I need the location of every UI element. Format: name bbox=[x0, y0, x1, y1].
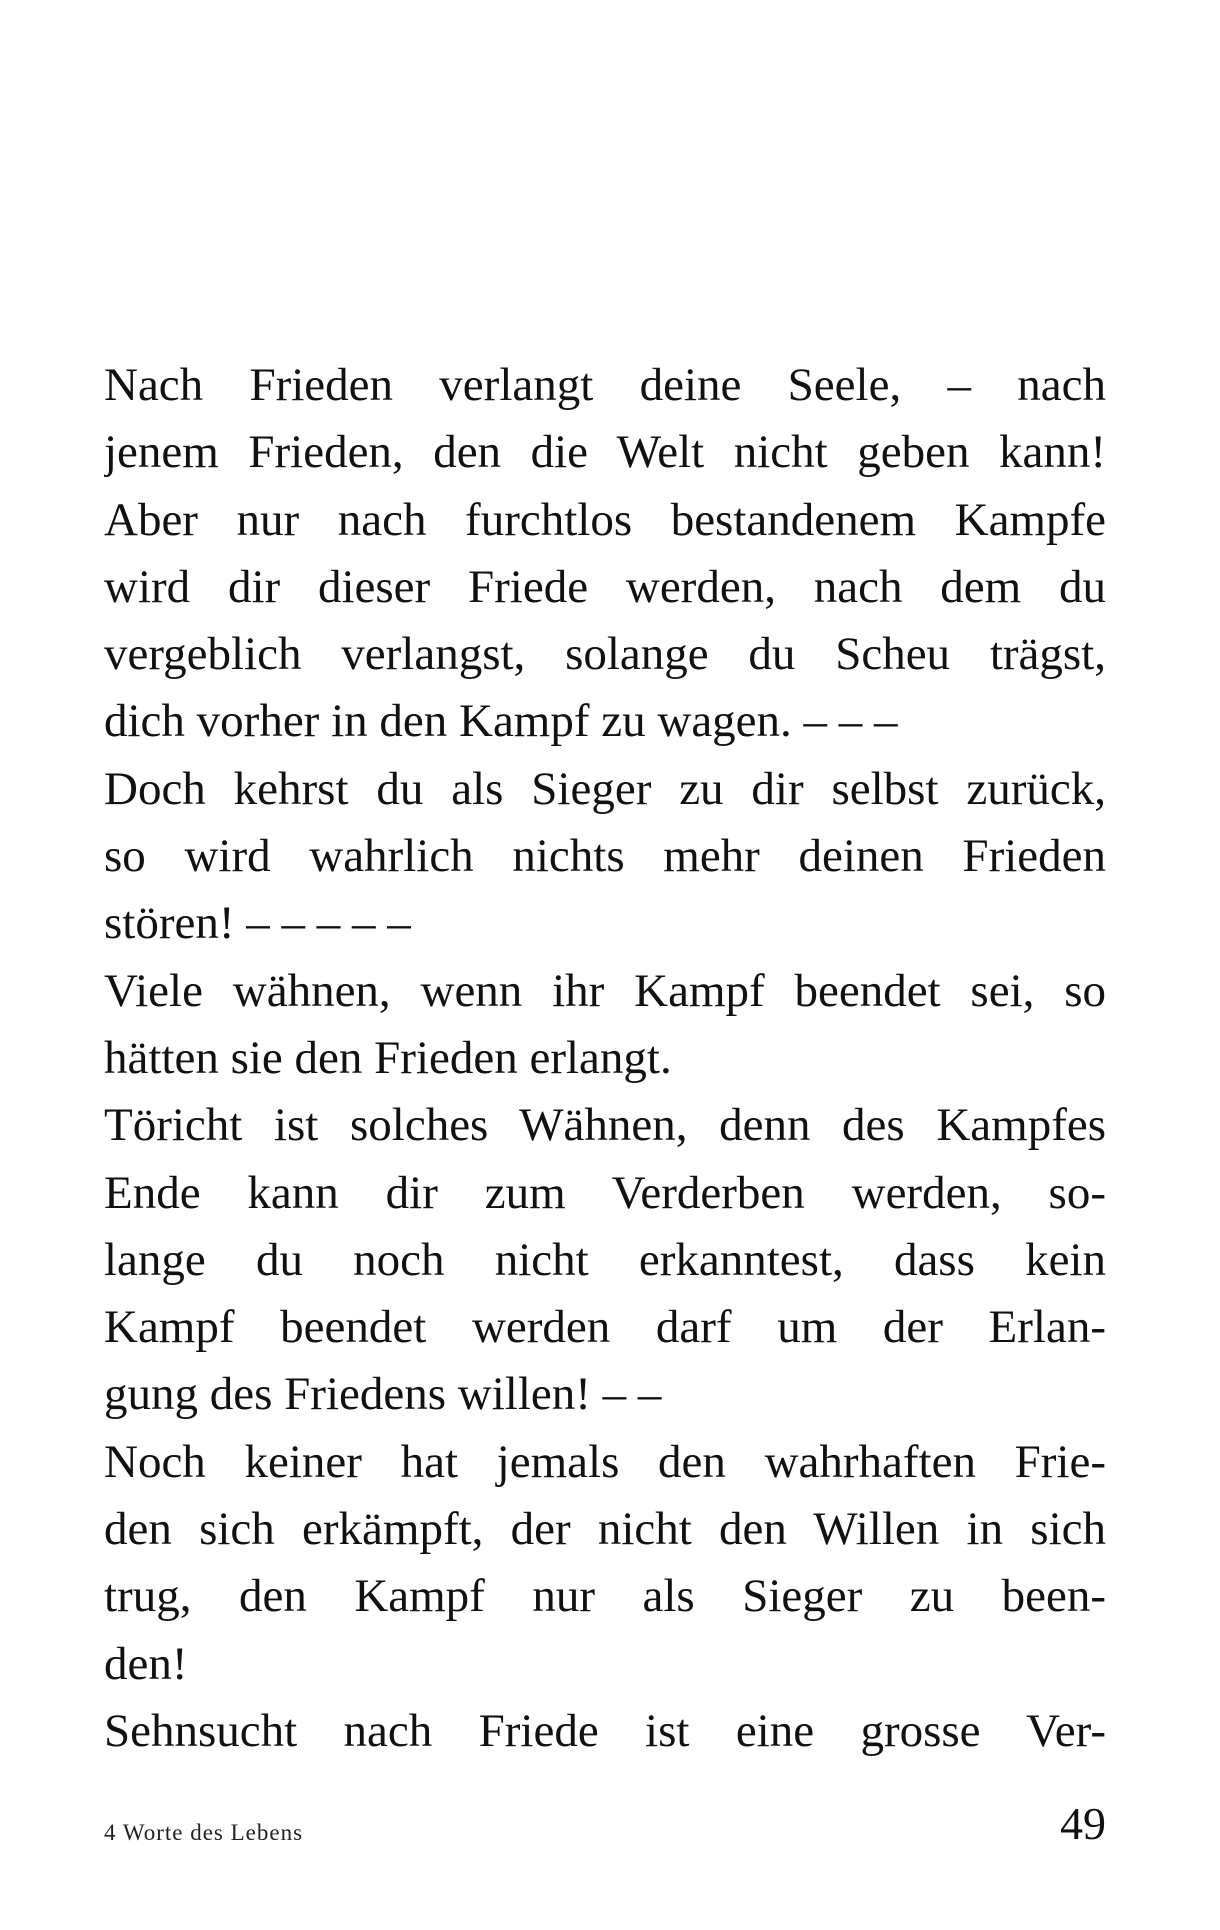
text-line: Noch keiner hat jemals den wahrhaften Frie- bbox=[104, 1435, 1106, 1488]
text-line: Viele wähnen, wenn ihr Kampf beendet sei, so bbox=[104, 964, 1106, 1017]
text-line: dich vorher in den Kampf zu wagen. – – – bbox=[104, 695, 898, 748]
text-line: hätten sie den Frieden erlangt. bbox=[104, 1031, 672, 1084]
text-line: Töricht ist solches Wähnen, denn des Kampfes bbox=[104, 1099, 1106, 1152]
text-line: wird dir dieser Friede werden, nach dem du bbox=[104, 560, 1106, 613]
text-line: den sich erkämpft, der nicht den Willen in sich bbox=[104, 1503, 1106, 1556]
text-line: Nach Frieden verlangt deine Seele, – nach bbox=[104, 359, 1106, 411]
text-line: den! bbox=[104, 1637, 188, 1690]
signature-mark: 4 Worte des Lebens bbox=[104, 1820, 304, 1845]
text-line: stören! – – – – – bbox=[104, 897, 411, 950]
text-line: lange du noch nicht erkanntest, dass kein bbox=[104, 1233, 1106, 1286]
text-line: gung des Friedens willen! – – bbox=[104, 1368, 662, 1421]
page-footer bbox=[104, 1796, 1106, 1856]
text-line: vergeblich verlangst, solange du Scheu trägst, bbox=[104, 628, 1106, 681]
text-line: Sehnsucht nach Friede ist eine grosse Ver- bbox=[104, 1704, 1106, 1757]
text-line: Aber nur nach furchtlos bestandenem Kampfe bbox=[104, 493, 1106, 546]
text-line: jenem Frieden, den die Welt nicht geben kann! bbox=[104, 426, 1106, 479]
text-line: Ende kann dir zum Verderben werden, so- bbox=[104, 1166, 1106, 1219]
text-line: trug, den Kampf nur als Sieger zu been- bbox=[104, 1570, 1106, 1623]
page-number: 49 bbox=[1060, 1798, 1106, 1849]
text-line: Doch kehrst du als Sieger zu dir selbst zurück, bbox=[104, 762, 1106, 815]
body-text bbox=[104, 352, 1106, 1765]
text-line: so wird wahrlich nichts mehr deinen Frieden bbox=[104, 830, 1106, 883]
text-line: Kampf beendet werden darf um der Erlan- bbox=[104, 1301, 1106, 1354]
